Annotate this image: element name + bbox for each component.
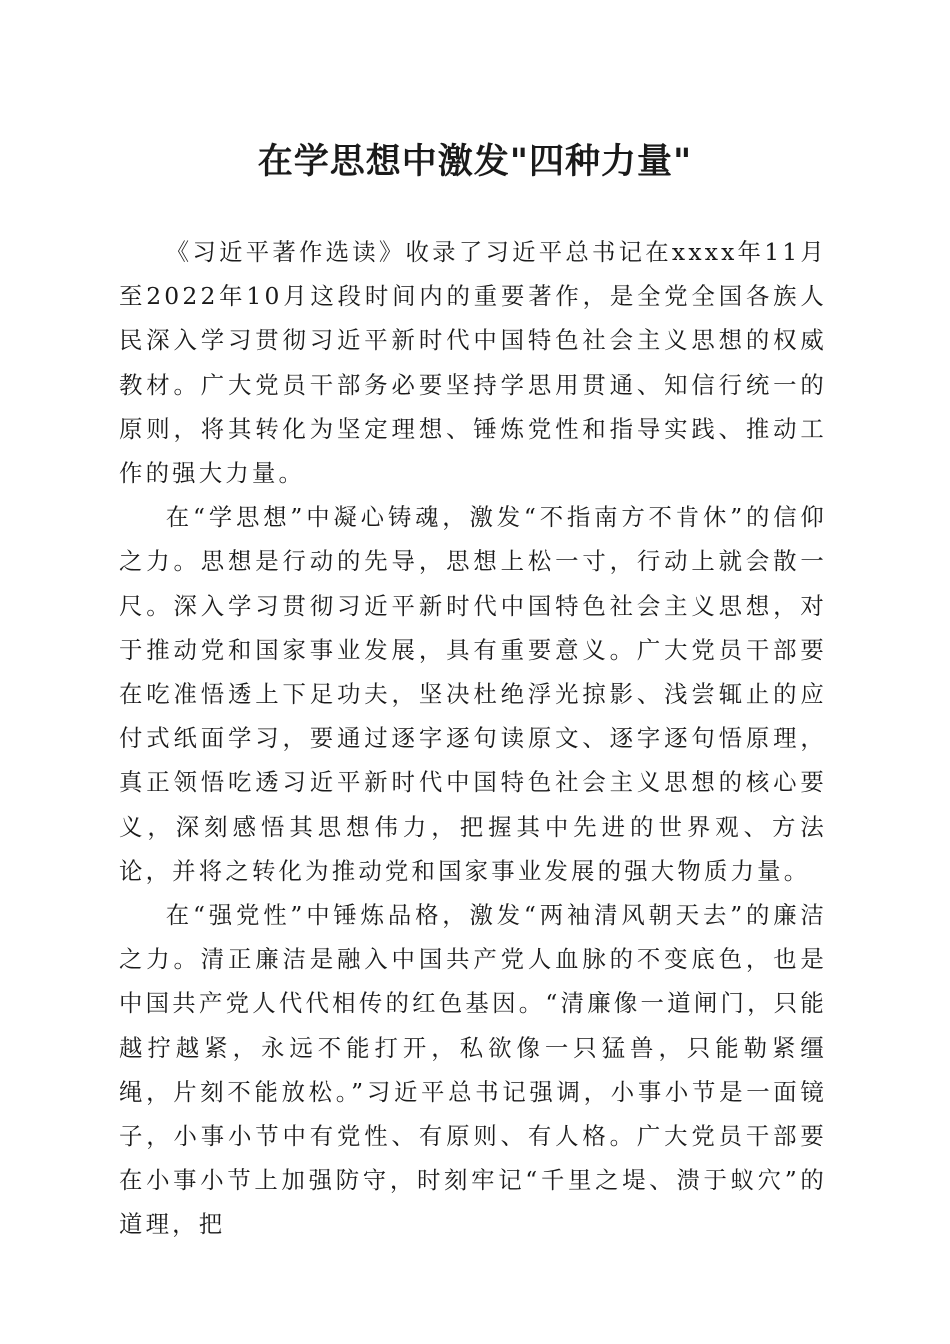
document-title: 在学思想中激发"四种力量" <box>257 141 693 182</box>
paragraph-party-spirit: 在“强党性”中锤炼品格，激发“两袖清风朝天去”的廉洁之力。清正廉洁是融入中国共产党人血脉的不变底色，也是中国共产党人代代相传的红色基因。“清廉像一道闸门，只能越拧越紧，永远不能打开，私欲像一只猛兽，只能勒紧缰绳，片刻不能放松。”习近平总书记强调，小事小节是一面镜子，小事小节中有党性、有原则、有人格。广大党员干部要在小事小节上加强防守，时刻牢记“千里之堤、溃于蚁穴”的道理，把 <box>119 901 827 1239</box>
document-body <box>119 230 827 1247</box>
paragraph-intro: 《习近平著作选读》收录了习近平总书记在xxxx年11月至2022年10月这段时间内的重要著作，是全党全国各族人民深入学习贯彻习近平新时代中国特色社会主义思想的权威教材。广大党员干部务必要坚持学思用贯通、知信行统一的原则，将其转化为坚定理想、锤炼党性和指导实践、推动工作的强大力量。 <box>119 238 827 488</box>
paragraph-study-thought: 在“学思想”中凝心铸魂，激发“不指南方不肯休”的信仰之力。思想是行动的先导，思想上松一寸，行动上就会散一尺。深入学习贯彻习近平新时代中国特色社会主义思想，对于推动党和国家事业发展，具有重要意义。广大党员干部要在吃准悟透上下足功夫，坚决杜绝浮光掠影、浅尝辄止的应付式纸面学习，要通过逐字逐句读原文、逐字逐句悟原理，真正领悟吃透习近平新时代中国特色社会主义思想的核心要义，深刻感悟其思想伟力，把握其中先进的世界观、方法论，并将之转化为推动党和国家事业发展的强大物质力量。 <box>119 503 827 885</box>
